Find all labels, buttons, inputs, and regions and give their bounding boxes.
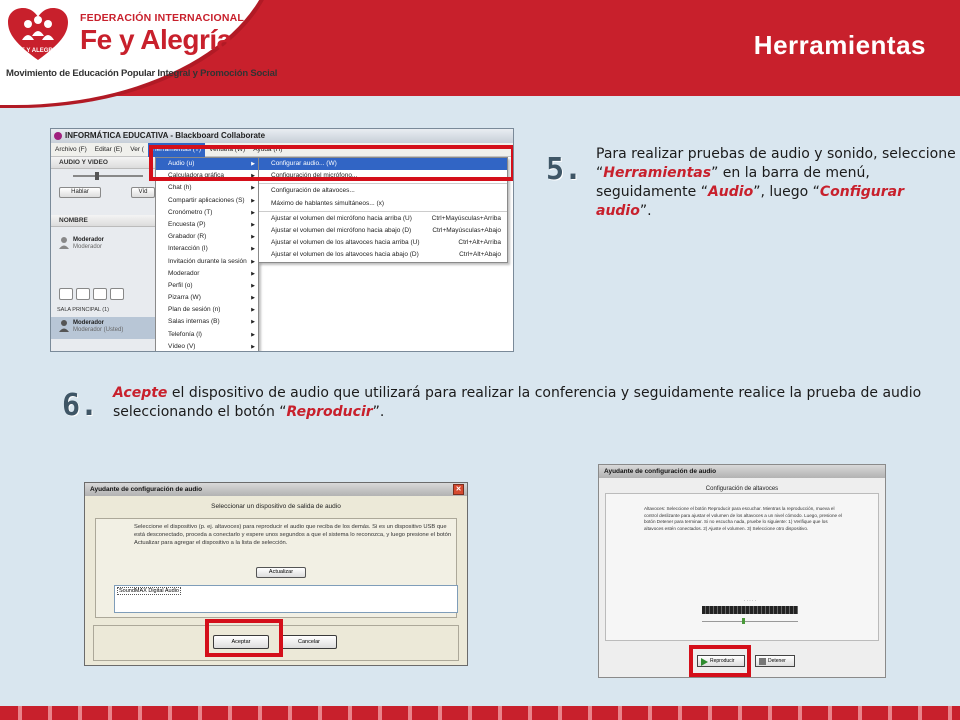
device-item[interactable]: SoundMAX Digital Audio [119,588,179,594]
video-button[interactable]: Víd [131,187,155,198]
user-role: Moderador [73,244,103,250]
org-name: Fe y Alegría [80,24,232,55]
wizard-title: Ayudante de configuración de audio [599,465,885,478]
wizard-panel [605,493,879,641]
tools-menu-item[interactable]: Invitación durante la sesión ▶ [156,256,258,268]
submenu-label: Ajustar el volumen del micrófono hacia arriba (U) [271,214,412,222]
submenu-shortcut: Ctrl+Mayúsculas+Abajo [432,226,501,234]
play-button[interactable]: Reproducir [697,655,745,667]
step6-text [113,384,943,422]
wizard-panel [95,518,457,618]
user-name: Moderador [73,237,105,243]
user-avatar-icon [59,237,69,249]
tools-menu-item[interactable]: Audio (u) ▶ [156,158,258,170]
highlight-box [689,645,751,677]
submenu-label: Configuración de altavoces... [271,187,355,195]
wizard-title [85,483,467,496]
menu-ayuda[interactable]: Ayuda (H) [253,146,283,153]
step6-number: 6. [62,388,99,423]
step5-highlight-tools: Herramientas [603,165,712,181]
smile-icon[interactable] [59,288,73,300]
menu-ver[interactable]: Ver ( [130,146,144,153]
wizard-heading: Configuración de altavoces [705,486,779,492]
submenu-item[interactable] [259,185,507,197]
tools-menu-item[interactable]: Chat (h) ▶ [156,182,258,194]
device-list[interactable] [114,585,458,613]
submenu-label: Ajustar el volumen de los altavoces hacia abajo (D) [271,251,419,259]
window-title: INFORMÁTICA EDUCATIVA - Blackboard Collaborate [51,129,513,143]
step5-text-part: ” en la barra de menú, seguidamente “ [596,165,870,200]
submenu-shortcut: Ctrl+Alt+Arriba [458,239,501,247]
heart-logo-icon [6,6,70,62]
talk-button[interactable]: Hablar [59,187,101,198]
volume-meter [702,606,798,614]
wizard-heading: Seleccionar un dispositivo de salida de audio [211,503,341,510]
tools-menu-item[interactable]: Perfil (o) ▶ [156,280,258,292]
accept-button[interactable]: Aceptar [213,635,269,649]
tools-menu-item[interactable]: Compartir aplicaciones (S) ▶ [156,195,258,207]
submenu-label: Configuración del micrófono... [271,172,358,180]
room-user [59,320,149,334]
org-line1: FEDERACIÓN INTERNACIONAL [80,12,245,24]
submenu-item[interactable] [259,225,507,237]
menu-separator [259,183,507,184]
footer-stripe [0,706,960,720]
tools-menu [155,157,259,352]
tools-menu-item[interactable]: Plan de sesión (n) ▶ [156,304,258,316]
highlight-box [205,619,283,657]
left-panel [51,157,155,352]
cancel-button[interactable]: Cancelar [281,635,337,649]
close-icon[interactable]: ✕ [453,484,464,495]
step5-highlight-config: Configurar audio [596,184,905,219]
menu-separator [259,211,507,212]
room-user-name: Moderador [73,320,105,326]
submenu-label: Ajustar el volumen de los altavoces hacia arriba (U) [271,239,420,247]
menu-herramientas[interactable]: Herramientas (T) [148,143,205,157]
step6-text-part: el dispositivo de audio que utilizará para realizar la conferencia y seguidamente realice la prueba de audio seleccionando el botón “ [113,385,922,420]
user-avatar-icon [59,320,69,332]
stop-button[interactable]: Detener [755,655,795,667]
page-title: Herramientas [753,30,926,60]
submenu-label: Ajustar el volumen del micrófono hacia abajo (D) [271,226,412,234]
user-entry[interactable] [59,237,149,251]
wizard-instructions: Seleccione el dispositivo (p. ej. altavoces) para reproducir el audio que reciba de los demás. Si es un dispositivo USB que está desconectado, proceda a conectarlo y espere unos segundos a que el sistema lo reconozca, y luego presione el botón Actualizar para agregar el dispositivo a la lista de selección. [134,524,452,546]
tools-menu-item[interactable]: Salas internas (B) ▶ [156,316,258,328]
name-section[interactable]: NOMBRE [51,215,155,227]
wizard-instructions: Altavoces: Seleccione el botón Reproducir para escuchar. Mientras la reproducción, mueva el control deslizante para ajustar el volumen de los altavoces a un nivel cómodo. Luego, presione el botón Detener para terminar. Si no escucha nada, pruebe lo siguiente: 1) Verifique que los altavoces estén conectados. 2) Ajuste el volumen. 3) Seleccione otro dispositivo. [644,506,842,531]
step5-text-part: ”, luego “ [753,184,820,200]
submenu-label: Máximo de hablantes simultáneos... (x) [271,199,385,207]
step5-text-part: Para realizar pruebas de audio y sonido, seleccione “ [596,146,956,181]
status-icons [59,287,139,301]
submenu-item[interactable] [259,213,507,225]
tools-menu-item[interactable]: Moderador ▶ [156,268,258,280]
emote-icon[interactable] [76,288,90,300]
submenu-item[interactable] [259,198,507,210]
tools-menu-item[interactable]: Calculadora gráfica ▶ [156,170,258,182]
menu-ventana[interactable]: Ventana (W) [209,146,246,153]
step5-text-part: ”. [639,203,652,219]
step5-highlight-audio: Audio [707,184,754,200]
menu-editar[interactable]: Editar (E) [94,146,123,153]
collaborate-window-screenshot [50,128,514,352]
submenu-label: Configurar audio... (W) [271,160,337,167]
tools-menu-item[interactable]: Pizarra (W) ▶ [156,292,258,304]
audio-wizard-speaker-screenshot [598,464,886,678]
wizard-title-text: Ayudante de configuración de audio [90,486,203,493]
submenu-item[interactable] [259,237,507,249]
hand-icon[interactable] [93,288,107,300]
tools-menu-item[interactable]: Grabador (R) ▶ [156,231,258,243]
tools-menu-item[interactable]: Interacción (I) ▶ [156,243,258,255]
submenu-item[interactable] [259,249,507,261]
tools-menu-item[interactable]: Telefonía (l) ▶ [156,329,258,341]
submenu-shortcut: Ctrl+Alt+Abajo [459,251,501,259]
check-icon[interactable] [110,288,124,300]
room-label: SALA PRINCIPAL (1) [57,307,109,313]
step6-text-part: ”. [372,404,385,420]
update-button[interactable]: Actualizar [256,567,306,578]
highlight-box [149,145,514,181]
tools-menu-item[interactable]: Cronómetro (T) ▶ [156,207,258,219]
step6-highlight-accept: Acepte [113,385,168,401]
speaker-volume-slider[interactable] [702,618,798,624]
volume-label: · · · · · [743,598,757,603]
step5-text [596,145,956,221]
volume-slider[interactable] [51,169,155,183]
org-tagline: Movimiento de Educación Popular Integral y Promoción Social [6,68,278,79]
room-user-row[interactable] [51,317,155,339]
menu-archivo[interactable]: Archivo (F) [55,146,87,153]
audio-video-section[interactable]: AUDIO Y VIDEO [51,157,155,169]
step6-highlight-play: Reproducir [286,404,373,420]
tools-menu-item[interactable]: Vídeo (V) ▶ [156,341,258,352]
heart-logo-text: FE Y ALEGRIA [17,48,59,54]
tools-menu-item[interactable]: Encuesta (P) ▶ [156,219,258,231]
room-user-role: Moderador (Usted) [73,327,124,333]
step5-number: 5. [546,152,583,187]
audio-wizard-device-screenshot [84,482,468,666]
submenu-shortcut: Ctrl+Mayúsculas+Arriba [431,214,501,222]
